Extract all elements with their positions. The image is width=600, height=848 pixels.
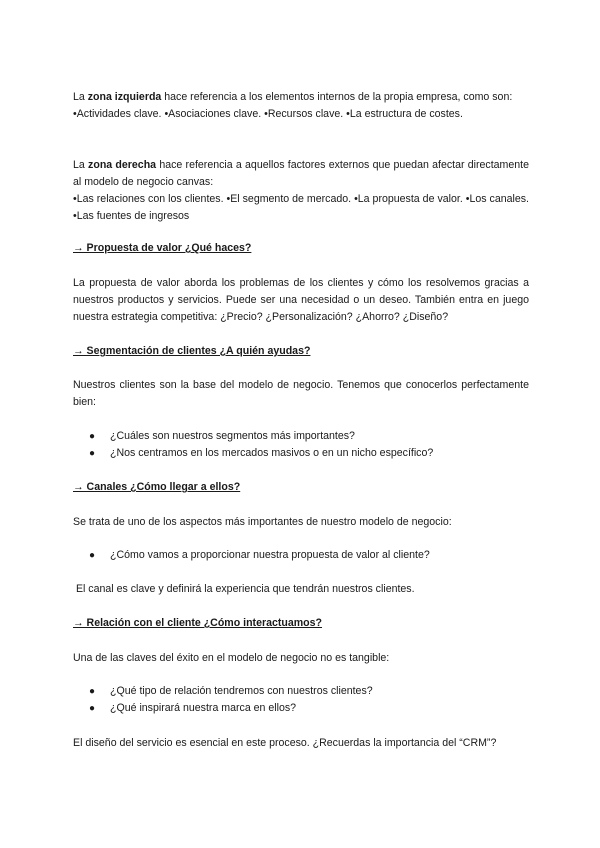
left-zone-text: hace referencia a los elementos internos de la propia empresa, como son: [161, 91, 513, 103]
value-proposition-body: La propuesta de valor aborda los problemas de los clientes y cómo los resolvemos gracias a nuestros productos y servicios. Puede ser una necesidad o un deseo. También entra en juego nuestra estrategia competitiva: ¿Precio? ¿Personalización? ¿Ahorro? ¿Diseño? [73, 277, 529, 323]
segmentation-body: Nuestros clientes son la base del modelo de negocio. Tenemos que conocerlos perfectamente bien: [73, 379, 529, 408]
right-zone-items: •Las relaciones con los clientes. •El segmento de mercado. •La propuesta de valor. •Los canales. •Las fuentes de ingresos [73, 193, 529, 222]
relationship-body: Una de las claves del éxito en el modelo de negocio no es tangible: [73, 652, 390, 664]
list-item [73, 428, 529, 445]
list-item [73, 683, 529, 700]
list-item-text: ¿Qué inspirará nuestra marca en ellos? [110, 702, 297, 714]
segmentation-bullet-list [73, 428, 529, 462]
relationship-closing: El diseño del servicio es esencial en este proceso. ¿Recuerdas la importancia del “CRM”? [73, 737, 497, 749]
right-zone-bold: zona derecha [88, 159, 157, 171]
right-zone-text: hace referencia a aquellos factores externos que puedan afectar directamente al modelo de negocio canvas: [73, 159, 529, 188]
list-item-text: ¿Cómo vamos a proporcionar nuestra propuesta de valor al cliente? [110, 549, 430, 561]
right-zone-prefix: La [73, 159, 89, 171]
section-heading-value-proposition: → Propuesta de valor ¿Qué haces? [73, 242, 252, 254]
section-heading-segmentation: → Segmentación de clientes ¿A quién ayudas? [73, 345, 311, 357]
list-item [73, 547, 529, 564]
section-heading-channels: → Canales ¿Cómo llegar a ellos? [73, 481, 241, 493]
right-zone-paragraph [73, 157, 529, 225]
section-heading-relationship: → Relación con el cliente ¿Cómo interactuamos? [73, 617, 323, 629]
bullet-icon: ● [89, 686, 96, 697]
left-zone-prefix: La [73, 91, 88, 103]
list-item-text: ¿Nos centramos en los mercados masivos o en un nicho específico? [110, 447, 434, 459]
left-zone-bold: zona izquierda [87, 91, 162, 103]
list-item [73, 445, 529, 462]
list-item-text: ¿Qué tipo de relación tendremos con nuestros clientes? [110, 685, 373, 697]
list-item [73, 700, 529, 717]
channels-closing: El canal es clave y definirá la experiencia que tendrán nuestros clientes. [73, 583, 415, 595]
channels-body: Se trata de uno de los aspectos más importantes de nuestro modelo de negocio: [73, 516, 452, 528]
bullet-icon: ● [89, 703, 96, 714]
bullet-icon: ● [89, 448, 96, 459]
channels-bullet-list [73, 547, 529, 564]
relationship-bullet-list [73, 683, 529, 717]
left-zone-items: •Actividades clave. •Asociaciones clave. •Recursos clave. •La estructura de costes. [73, 108, 463, 120]
left-zone-paragraph [73, 89, 529, 123]
list-item-text: ¿Cuáles son nuestros segmentos más importantes? [110, 430, 355, 442]
bullet-icon: ● [89, 431, 96, 442]
bullet-icon: ● [89, 550, 96, 561]
